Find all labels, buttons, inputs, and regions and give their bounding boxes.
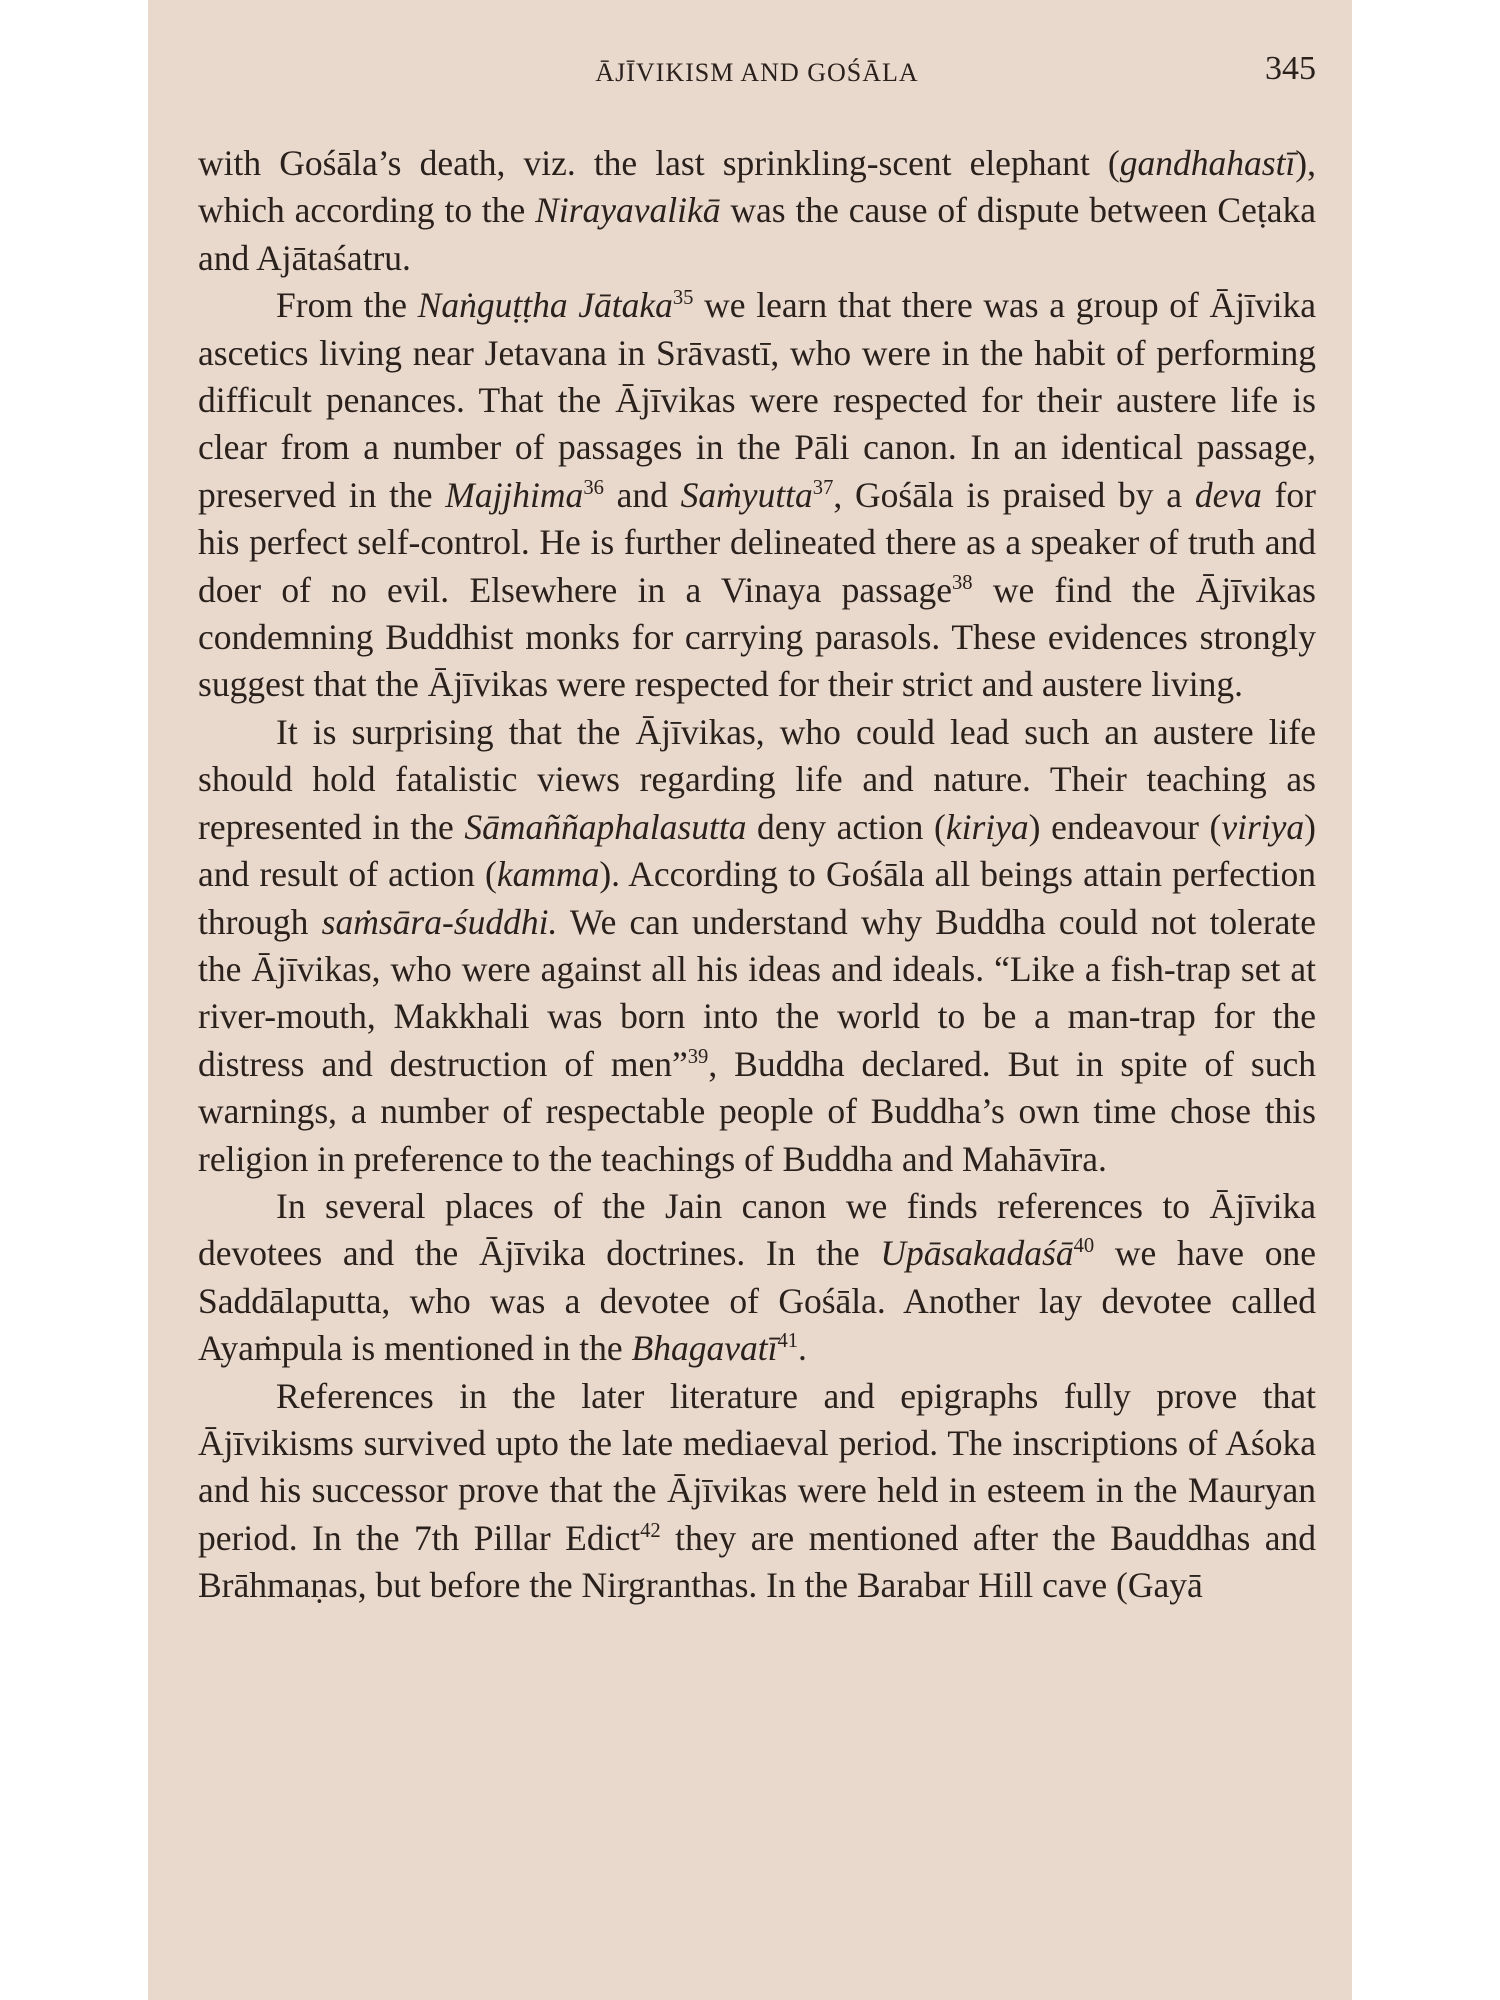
paragraph-4 <box>198 1183 1316 1373</box>
footnote-marker: 40 <box>1073 1235 1095 1258</box>
book-page <box>148 0 1352 2000</box>
text-run: In several places of the Jain canon we finds references to Ājīvika devotees and the Ājīvika doctrines. In the <box>198 1185 1316 1274</box>
italic-term: Nirayavalikā <box>535 190 721 231</box>
italic-term: Upāsakadaśā <box>880 1233 1074 1274</box>
text-run: References in the later literature and epigraphs fully prove that Ājīvikisms survived upto the late mediaeval period. The inscriptions of Aśoka and his successor prove that the Ājīvikas were held in esteem in the Mauryan period. In the 7th Pillar Edict <box>198 1375 1316 1558</box>
text-run: deny action ( <box>746 806 946 847</box>
text-run: with Gośāla’s death, viz. the last sprinkling-scent elephant ( <box>198 143 1120 183</box>
paragraph-2 <box>198 282 1316 709</box>
footnote-marker: 38 <box>951 571 973 594</box>
text-run: ). According to Gośāla all beings attain perfection through <box>198 854 1316 942</box>
italic-term: kiriya <box>945 806 1029 847</box>
text-run: From the <box>276 285 418 326</box>
italic-term: Bhagavatī <box>631 1328 778 1369</box>
text-run: ) endeavour ( <box>1028 806 1222 847</box>
text-run: we have one Saddālaputta, who was a devotee of Gośāla. Another lay devotee called Ayaṁpula is mentioned in the <box>198 1233 1317 1369</box>
text-run: we find the Ājīvikas condemning Buddhist monks for carrying parasols. These evidences strongly suggest that the Ājīvikas were respected for their strict and austere living. <box>198 569 1316 705</box>
paragraph-1 <box>198 140 1316 282</box>
italic-term: Naṅguṭṭha Jātaka <box>417 285 673 326</box>
footnote-marker: 37 <box>812 477 834 500</box>
italic-term: Majjhima <box>445 474 584 515</box>
italic-term: Saṁyutta <box>680 474 813 515</box>
italic-term: Sāmaññaphalasutta <box>464 806 747 847</box>
text-run: , Gośāla is praised by a <box>833 474 1195 515</box>
paragraph-3 <box>198 709 1316 1183</box>
paragraph-5 <box>198 1373 1316 1610</box>
italic-term: deva <box>1194 474 1262 515</box>
page-header <box>198 50 1316 100</box>
text-run: we learn that there was a group of Ājīvika ascetics living near Jetavana in Srāvastī, who were in the habit of performing difficult penances. That the Ājīvikas were respected for their austere life is clear from a number of passages in the Pāli canon. In an identical passage, preserved in the <box>198 285 1316 515</box>
text-run: was the cause of dispute between Ceṭaka and Ajātaśatru. <box>198 190 1316 278</box>
italic-term: saṁsāra-śuddhi. <box>321 901 558 942</box>
footnote-marker: 41 <box>777 1330 799 1353</box>
text-run: and <box>603 474 681 515</box>
text-run: they are mentioned after the Bauddhas and Brāhmaṇas, but before the Nirgranthas. In the Barabar Hill cave (Gayā <box>198 1517 1317 1606</box>
italic-term: viriya <box>1221 806 1305 847</box>
footnote-marker: 42 <box>640 1520 661 1543</box>
italic-term: gandhahastī <box>1119 143 1296 183</box>
page-number: 345 <box>1265 50 1316 87</box>
text-run: . <box>798 1328 807 1369</box>
text-run: ) and result of action ( <box>198 806 1316 895</box>
body-text <box>198 140 1316 1610</box>
text-run: It is surprising that the Ājīvikas, who could lead such an austere life should hold fatalistic views regarding life and nature. Their teaching as represented in the <box>198 711 1316 847</box>
text-run: , Buddha declared. But in spite of such warnings, a number of respectable people of Buddha’s own time chose this religion in preference to the teachings of Buddha and Mahāvīra. <box>198 1043 1316 1179</box>
footnote-marker: 39 <box>687 1045 709 1068</box>
text-run: We can understand why Buddha could not tolerate the Ājīvikas, who were against all his ideas and ideals. “Like a fish-trap set at river-mouth, Makkhali was born into the world to be a man-trap for the distress and destruction of men” <box>198 901 1316 1084</box>
text-run: for his perfect self-control. He is further delineated there as a speaker of truth and doer of no evil. Elsewhere in a Vinaya passage <box>198 474 1316 610</box>
footnote-marker: 36 <box>583 477 604 500</box>
footnote-marker: 35 <box>672 287 694 310</box>
text-run: ), which according to the <box>198 143 1316 231</box>
running-head: ĀJĪVIKISM AND GOŚĀLA <box>595 58 919 87</box>
italic-term: kamma <box>496 854 600 895</box>
